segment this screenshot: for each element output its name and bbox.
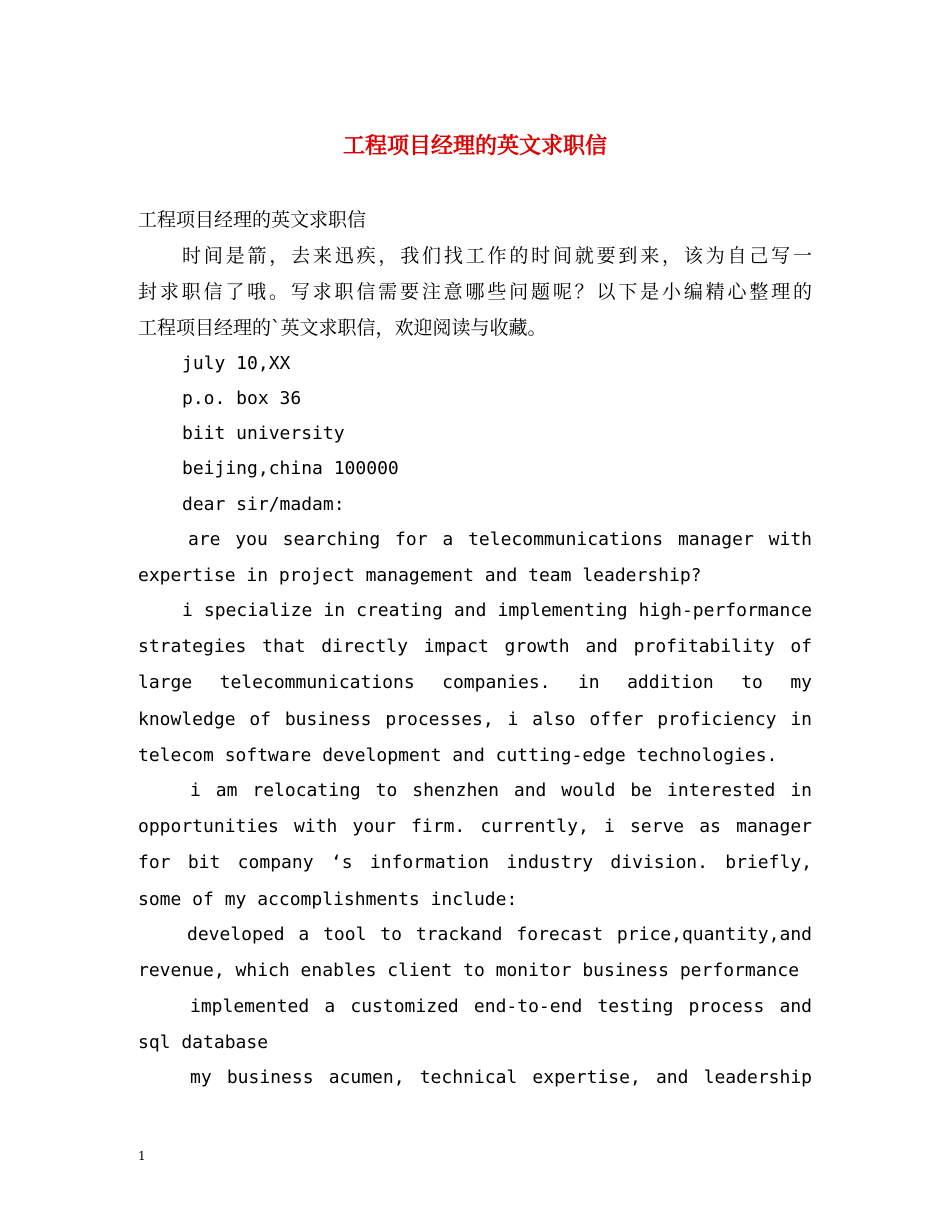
intro-line-3: 工程项目经理的`英文求职信，欢迎阅读与收藏。 <box>138 317 547 339</box>
body-line-14: implemented a customized end-to-end testing process and <box>190 996 812 1017</box>
body-line-6: knowledge of business processes, i also offer proficiency in <box>138 709 812 730</box>
body-line-10: for bit company ‘s information industry division. briefly, <box>138 852 812 873</box>
salutation: dear sir/madam: <box>182 494 345 515</box>
body-line-13: revenue, which enables client to monitor business performance <box>138 960 800 981</box>
body-line-4: strategies that directly impact growth and profitability of <box>138 636 812 657</box>
body-line-8: i am relocating to shenzhen and would be interested in <box>190 780 812 801</box>
address-line-city: beijing,china 100000 <box>182 458 399 479</box>
body-line-12: developed a tool to trackand forecast price,quantity,and <box>187 924 812 945</box>
document-subtitle: 工程项目经理的英文求职信 <box>138 209 367 231</box>
body-line-2: expertise in project management and team leadership? <box>138 565 702 586</box>
intro-line-1: 时间是箭，去来迅疾，我们找工作的时间就要到来，该为自己写一 <box>182 245 812 267</box>
body-line-9: opportunities with your firm. currently, i serve as manager <box>138 816 812 837</box>
body-line-11: some of my accomplishments include: <box>138 889 518 910</box>
body-line-16: my business acumen, technical expertise, and leadership <box>190 1067 812 1088</box>
document-title: 工程项目经理的英文求职信 <box>342 134 607 159</box>
body-line-7: telecom software development and cutting-edge technologies. <box>138 745 778 766</box>
body-line-15: sql database <box>138 1032 269 1053</box>
intro-line-2: 封求职信了哦。写求职信需要注意哪些问题呢？以下是小编精心整理的 <box>138 281 812 303</box>
page-number: 1 <box>138 1149 146 1163</box>
address-line-university: biit university <box>182 423 345 444</box>
address-line-po-box: p.o. box 36 <box>182 388 302 409</box>
letter-date: july 10,XX <box>182 353 291 374</box>
body-line-5: large telecommunications companies. in addition to my <box>138 672 812 693</box>
body-line-1: are you searching for a telecommunications manager with <box>188 529 812 550</box>
body-line-3: i specialize in creating and implementing high-performance <box>182 600 812 621</box>
